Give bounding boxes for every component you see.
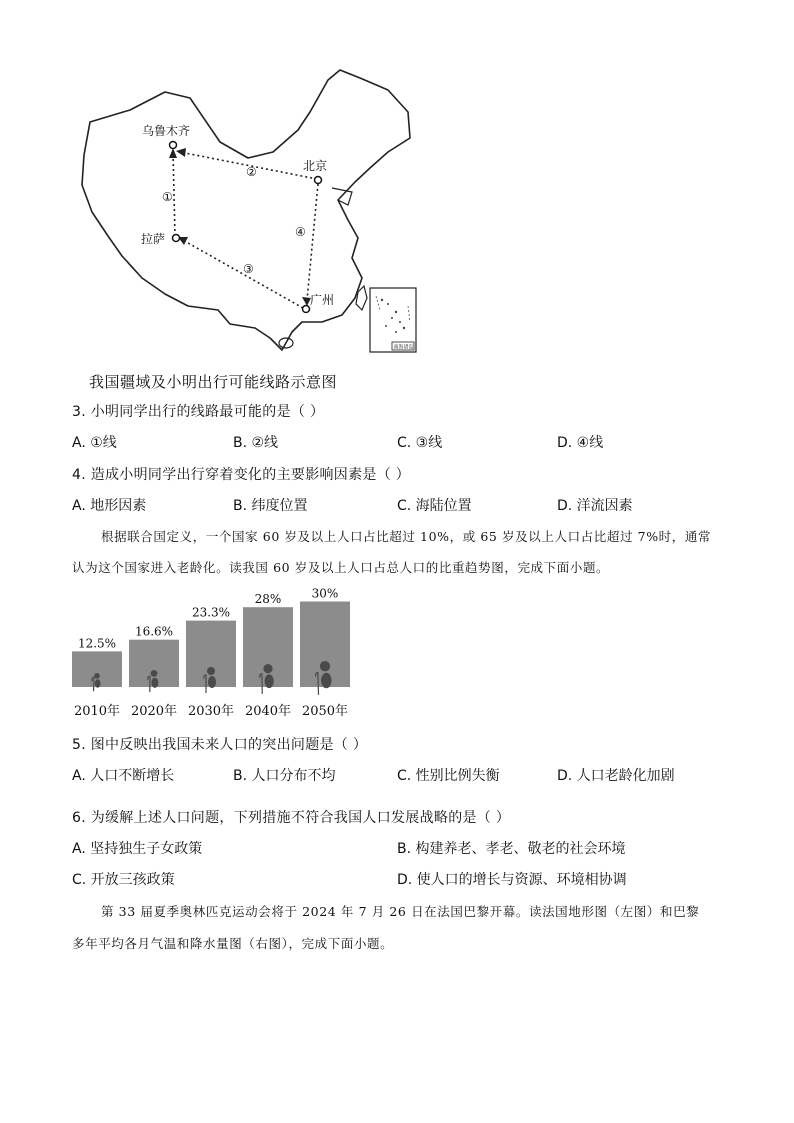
x-tick-label: 2040年	[244, 704, 292, 719]
question-6-option-d[interactable]: D. 使人口的增长与资源、环境相协调	[397, 872, 627, 888]
question-6-option-c[interactable]: C. 开放三孩政策	[72, 872, 175, 888]
route-label-1: ①	[162, 190, 173, 204]
question-5-stem: 5. 图中反映出我国未来人口的突出问题是（ ）	[72, 737, 368, 753]
city-label-lhasa: 拉萨	[141, 232, 166, 246]
question-6-stem: 6. 为缓解上述人口问题，下列措施不符合我国人口发展战略的是（ ）	[72, 810, 511, 826]
map-caption: 我国疆域及小明出行可能线路示意图	[89, 373, 338, 391]
route-4-line	[307, 184, 318, 300]
passage-2-line-2: 多年平均各月气温和降水量图（右图），完成下面小题。	[72, 936, 394, 951]
question-3-option-b[interactable]: B. ②线	[233, 435, 279, 451]
question-3-stem: 3. 小明同学出行的线路最可能的是（ ）	[72, 404, 325, 420]
question-5-option-a[interactable]: A. 人口不断增长	[72, 768, 175, 784]
bar-value-label: 16.6%	[134, 624, 174, 639]
x-tick-label: 2010年	[73, 704, 121, 719]
passage-1-line-2: 认为这个国家进入老龄化。读我国 60 岁及以上人口占总人口的比重趋势图，完成下面小题。	[72, 560, 610, 575]
question-3-option-c[interactable]: C. ③线	[397, 435, 443, 451]
bar-value-label: 30%	[311, 586, 339, 601]
question-4-option-b[interactable]: B. 纬度位置	[233, 498, 308, 514]
city-marker-lhasa	[173, 235, 180, 242]
route-label-4: ④	[295, 225, 306, 239]
south-china-sea-inset	[370, 288, 416, 352]
route-label-2: ②	[246, 165, 257, 179]
city-label-guangzhou: 广州	[310, 293, 335, 307]
question-5-option-b[interactable]: B. 人口分布不均	[233, 768, 336, 784]
china-route-map	[70, 60, 430, 360]
x-tick-label: 2050年	[301, 704, 349, 719]
question-3-option-d[interactable]: D. ④线	[557, 435, 604, 451]
passage-2-line-1: 第 33 届夏季奥林匹克运动会将于 2024 年 7 月 26 日在法国巴黎开幕。读法国地形图（左图）和巴黎	[101, 904, 700, 919]
aging-population-bar-chart	[66, 582, 366, 722]
bar-value-label: 28%	[254, 592, 282, 607]
route-label-3: ③	[243, 262, 254, 276]
city-marker-guangzhou	[303, 306, 310, 313]
city-marker-beijing	[315, 177, 322, 184]
arrow-head-icon	[176, 148, 186, 157]
question-5-option-d[interactable]: D. 人口老龄化加剧	[557, 768, 675, 784]
x-tick-label: 2020年	[130, 704, 178, 719]
svg-text:南海诸岛: 南海诸岛	[393, 344, 414, 351]
x-tick-label: 2030年	[187, 704, 235, 719]
question-3-option-a[interactable]: A. ①线	[72, 435, 117, 451]
city-label-beijing: 北京	[303, 159, 328, 173]
question-5-option-c[interactable]: C. 性别比例失衡	[397, 768, 500, 784]
route-1-line	[173, 152, 175, 236]
question-4-option-c[interactable]: C. 海陆位置	[397, 498, 472, 514]
city-label-urumqi: 乌鲁木齐	[142, 124, 191, 138]
arrow-head-icon	[169, 148, 177, 158]
bar-value-label: 23.3%	[191, 605, 231, 620]
passage-1-line-1: 根据联合国定义，一个国家 60 岁及以上人口占比超过 10%，或 65 岁及以上人口占比超过 7%时，通常	[101, 529, 712, 544]
question-6-option-b[interactable]: B. 构建养老、孝老、敬老的社会环境	[397, 841, 626, 857]
question-6-option-a[interactable]: A. 坚持独生子女政策	[72, 841, 203, 857]
bar-value-label: 12.5%	[77, 636, 117, 651]
question-4-option-a[interactable]: A. 地形因素	[72, 498, 147, 514]
question-4-stem: 4. 造成小明同学出行穿着变化的主要影响因素是（ ）	[72, 467, 411, 483]
route-3-line	[181, 239, 303, 308]
question-4-option-d[interactable]: D. 洋流因素	[557, 498, 633, 514]
city-marker-urumqi	[170, 142, 177, 149]
